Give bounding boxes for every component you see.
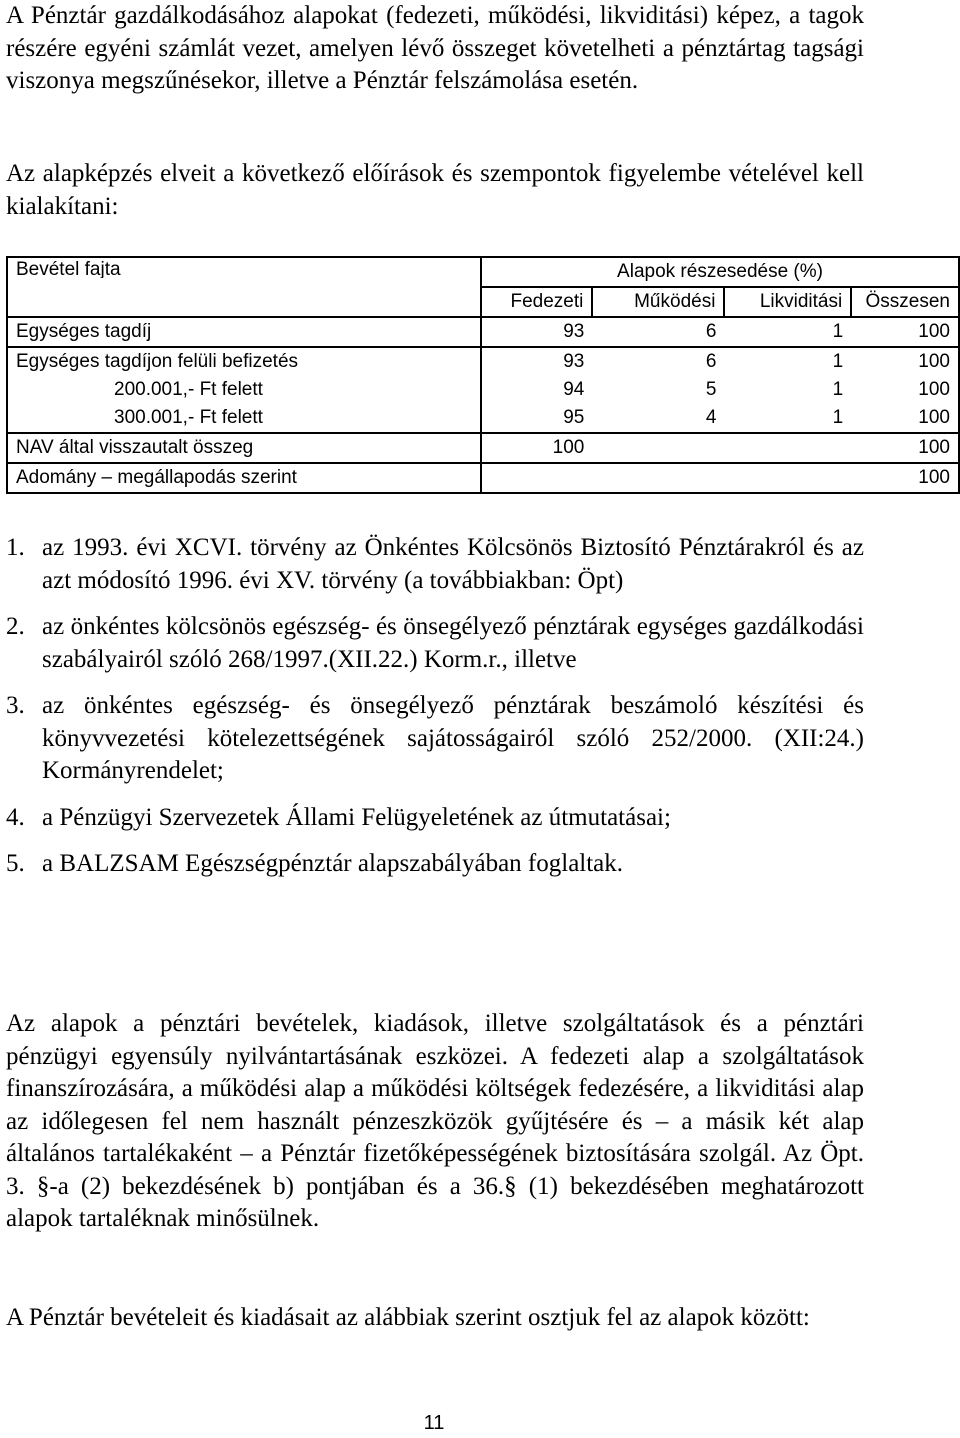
list-text: a BALZSAM Egészségpénztár alapszabályában foglaltak. xyxy=(42,850,624,877)
list-item xyxy=(6,532,864,597)
cell-mukodesi: 4 xyxy=(705,407,717,428)
cell-likviditasi: 1 xyxy=(832,407,844,428)
header-fedezeti: Fedezeti xyxy=(481,287,592,317)
table-row xyxy=(7,376,959,404)
cell-likviditasi: 1 xyxy=(724,347,851,376)
row-label: NAV által visszautalt összeg xyxy=(7,433,481,463)
table-row xyxy=(7,317,959,347)
table-row xyxy=(7,404,959,433)
cell-fedezeti: 95 xyxy=(563,407,585,428)
cell-osszesen: 100 xyxy=(851,376,959,404)
list-text: az önkéntes kölcsönös egészség- és önsegélyező pénztárak egységes gazdálkodási szabályairól szóló 268/1997.(XII.22.) Korm.r., illetve xyxy=(42,613,864,673)
row-label: Adomány – megállapodás szerint xyxy=(7,463,481,493)
cell-mukodesi xyxy=(592,433,724,463)
principles-paragraph: Az alapképzés elveit a következő előírások és szempontok figyelembe vételével kell kialakítani: xyxy=(6,160,864,220)
funds-description-paragraph: Az alapok a pénztári bevételek, kiadások, illetve szolgáltatások és a pénztári pénzügyi egyensúly nyilvántartásának eszközei. A fedezeti alap a szolgáltatások finanszírozására, a működési alap a működési költségek fedezésére, a likviditási alap az időlegesen fel nem használt pénzeszközök gyűjtésére és – a másik két alap általános tartalékaként – a Pénztár fizetőképességének biztosítására szolgál. Az Öpt. 3. §-a (2) bekezdésének b) pontjában és a 36.§ (1) bekezdésében meghatározott alapok tartaléknak minősülnek. xyxy=(6,1010,864,1232)
cell-fedezeti: 93 xyxy=(481,347,592,376)
table-row xyxy=(7,463,959,493)
row-label: Egységes tagdíjon felüli befizetés xyxy=(7,347,481,376)
header-fund-share: Alapok részesedése (%) xyxy=(481,257,959,287)
list-number: 5. xyxy=(6,850,25,877)
cell-osszesen: 100 xyxy=(851,317,959,347)
header-osszesen: Összesen xyxy=(851,287,959,317)
cell-likviditasi: 1 xyxy=(724,317,851,347)
cell-fedezeti: 93 xyxy=(481,317,592,347)
list-text: a Pénzügyi Szervezetek Állami Felügyeletének az útmutatásai; xyxy=(42,803,671,831)
cell-mukodesi: 5 xyxy=(705,379,717,400)
cell-fedezeti xyxy=(481,463,592,493)
cell-fedezeti: 100 xyxy=(481,433,592,463)
header-revenue-type: Bevétel fajta xyxy=(7,257,481,317)
list-item xyxy=(6,802,864,835)
table-row xyxy=(7,433,959,463)
cell-osszesen: 100 xyxy=(851,347,959,376)
cell-mukodesi xyxy=(592,463,724,493)
cell-likviditasi xyxy=(724,433,851,463)
cell-likviditasi xyxy=(724,463,851,493)
cell-mukodesi: 6 xyxy=(592,347,724,376)
list-text: az 1993. évi XCVI. törvény az Önkéntes Kölcsönös Biztosító Pénztárakról és az azt módosító 1996. évi XV. törvény (a továbbiakban: Öpt) xyxy=(42,534,864,594)
header-likviditasi: Likviditási xyxy=(724,287,851,317)
fund-allocation-table xyxy=(6,256,960,494)
cell-likviditasi: 1 xyxy=(832,379,844,400)
list-number: 1. xyxy=(6,534,25,561)
row-label: 200.001,- Ft felett xyxy=(7,376,481,404)
list-number: 3. xyxy=(6,692,25,719)
list-item xyxy=(6,611,864,676)
cell-osszesen: 100 xyxy=(851,463,959,493)
cell-osszesen: 100 xyxy=(851,433,959,463)
allocation-intro-paragraph: A Pénztár bevételeit és kiadásait az alábbiak szerint osztjuk fel az alapok között: xyxy=(6,1304,810,1331)
list-text: az önkéntes egészség- és önsegélyező pénztárak beszámoló készítési és könyvvezetési kötelezettségének sajátosságairól szóló 252/2000. (XII:24.) Kormányrendelet; xyxy=(42,692,864,784)
intro-paragraph: A Pénztár gazdálkodásához alapokat (fedezeti, működési, likviditási) képez, a tagok részére egyéni számlát vezet, amelyen lévő összeget követelheti a pénztártag tagsági viszonya megszűnésekor, illetve a Pénztár felszámolása esetén. xyxy=(6,2,864,94)
cell-fedezeti: 94 xyxy=(563,379,585,400)
row-label: Egységes tagdíj xyxy=(7,317,481,347)
list-number: 4. xyxy=(6,803,25,831)
header-mukodesi: Működési xyxy=(592,287,724,317)
legal-sources-list xyxy=(6,532,864,895)
table-row xyxy=(7,347,959,376)
row-label: 300.001,- Ft felett xyxy=(7,404,481,433)
page-number: 11 xyxy=(423,1412,445,1434)
cell-osszesen: 100 xyxy=(851,404,959,433)
list-number: 2. xyxy=(6,613,25,640)
cell-mukodesi: 6 xyxy=(592,317,724,347)
list-item xyxy=(6,690,864,788)
list-item xyxy=(6,848,864,881)
